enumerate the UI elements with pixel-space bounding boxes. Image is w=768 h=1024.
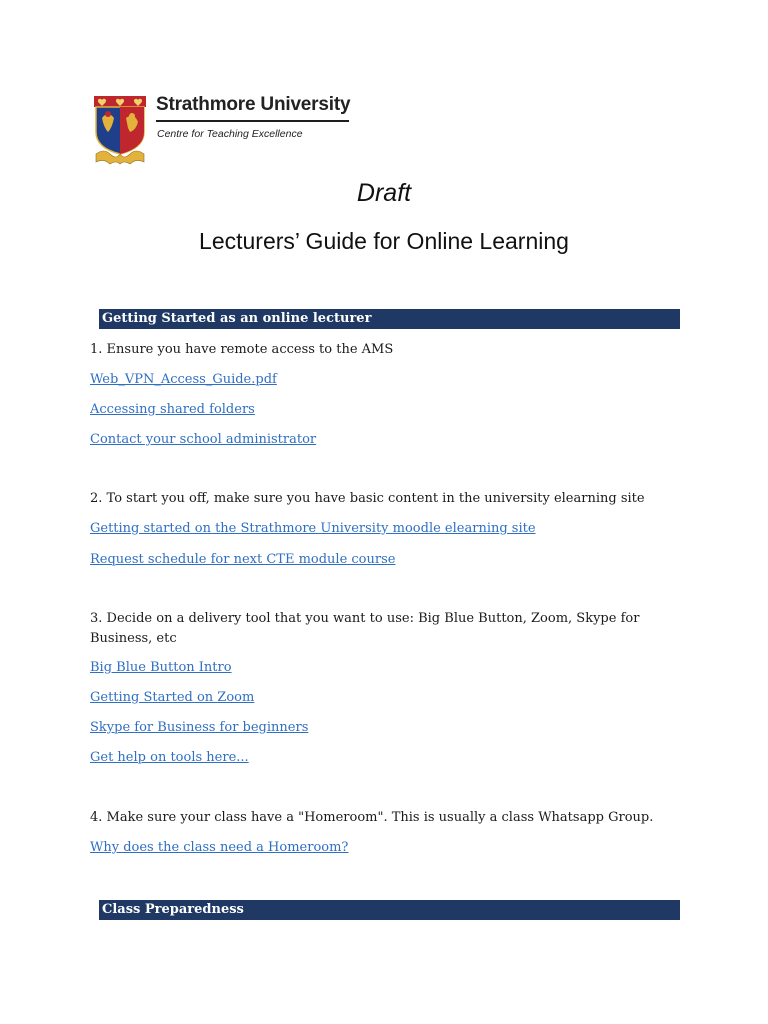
- step-2-text: 2. To start you off, make sure you have basic content in the university elearning site: [90, 491, 645, 506]
- logo-divider: [156, 120, 349, 122]
- section-heading-getting-started: Getting Started as an online lecturer: [99, 309, 680, 329]
- section-heading-class-preparedness: Class Preparedness: [99, 900, 680, 920]
- document-title: Lecturers’ Guide for Online Learning: [199, 228, 569, 254]
- university-crest-icon: [92, 94, 148, 166]
- link-get-help-on-tools[interactable]: Get help on tools here...: [90, 750, 249, 765]
- step-4-text: 4. Make sure your class have a "Homeroom". This is usually a class Whatsapp Group.: [90, 810, 654, 825]
- university-subtitle: Centre for Teaching Excellence: [157, 128, 303, 140]
- link-big-blue-button-intro[interactable]: Big Blue Button Intro: [90, 660, 232, 675]
- step-3-text: 3. Decide on a delivery tool that you want to use: Big Blue Button, Zoom, Skype for Business, etc: [90, 611, 640, 646]
- link-contact-school-administrator[interactable]: Contact your school administrator: [90, 432, 317, 447]
- link-accessing-shared-folders[interactable]: Accessing shared folders: [90, 402, 255, 417]
- university-name: Strathmore University: [156, 94, 351, 115]
- step-1-text: 1. Ensure you have remote access to the AMS: [90, 342, 394, 357]
- link-web-vpn-guide[interactable]: Web_VPN_Access_Guide.pdf: [90, 372, 277, 387]
- draft-label: Draft: [356, 179, 412, 207]
- link-getting-started-zoom[interactable]: Getting Started on Zoom: [90, 690, 255, 705]
- link-why-homeroom[interactable]: Why does the class need a Homeroom?: [90, 840, 349, 855]
- link-moodle-getting-started[interactable]: Getting started on the Strathmore University moodle elearning site: [90, 521, 536, 536]
- link-skype-for-business[interactable]: Skype for Business for beginners: [90, 720, 309, 735]
- university-logo: [92, 94, 362, 168]
- link-request-cte-schedule[interactable]: Request schedule for next CTE module course: [90, 552, 396, 567]
